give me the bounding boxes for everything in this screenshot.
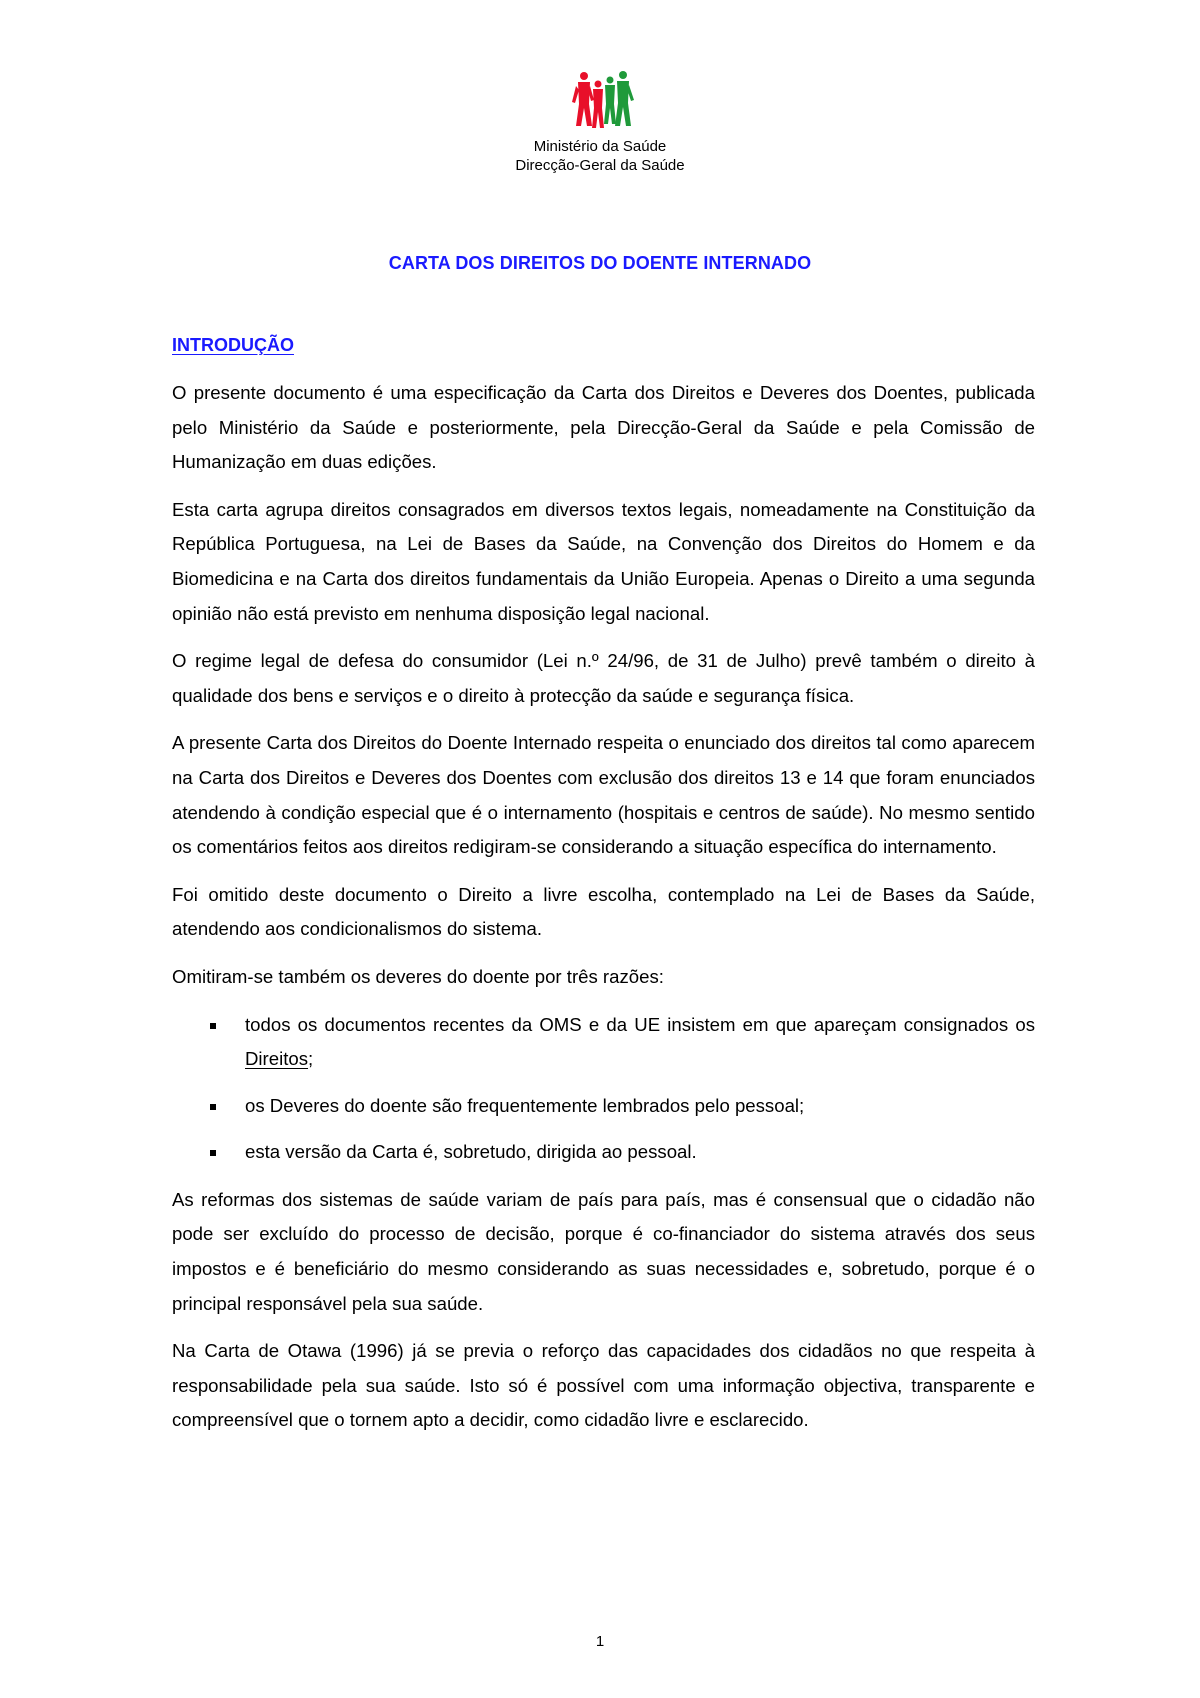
list-item [172,1135,1035,1170]
body-text [172,376,1035,1451]
list-item-text: todos os documentos recentes da OMS e da UE insistem em que apareçam consignados os [245,1013,1035,1035]
paragraph-1: O presente documento é uma especificação da Carta dos Direitos e Deveres dos Doentes, publicada pelo Ministério da Saúde e posteriormente, pela Direcção-Geral da Saúde e pela Comissão de Humanização em duas edições. [172,382,1035,473]
document-title: CARTA DOS DIREITOS DO DOENTE INTERNADO [388,253,812,273]
bullet-square-icon [210,1023,216,1029]
list-item-text: esta versão da Carta é, sobretudo, dirigida ao pessoal. [245,1141,697,1163]
paragraph-3: O regime legal de defesa do consumidor (Lei n.º 24/96, de 31 de Julho) prevê também o direito à qualidade dos bens e serviços e o direito à protecção da saúde e segurança física. [172,650,1035,706]
paragraph-4: A presente Carta dos Direitos do Doente Internado respeita o enunciado dos direitos tal como aparecem na Carta dos Direitos e Deveres dos Doentes com exclusão dos direitos 13 e 14 que foram enunciados atendendo à condição especial que é o internamento (hospitais e centros de saúde). No mesmo sentido os comentários feitos aos direitos redigiram-se considerando a situação específica do internamento. [172,732,1035,858]
paragraph-5: Foi omitido deste documento o Direito a livre escolha, contemplado na Lei de Bases da Saúde, atendendo aos condicionalismos do sistema. [172,883,1035,940]
directorate-name: Direcção-Geral da Saúde [515,157,685,174]
list-item [172,1089,1035,1124]
paragraph-2: Esta carta agrupa direitos consagrados em diversos textos legais, nomeadamente na Constituição da República Portuguesa, na Lei de Bases da Saúde, na Convenção dos Direitos do Homem e da Biomedicina e na Carta dos direitos fundamentais da União Europeia. Apenas o Direito a uma segunda opinião não está previsto em nenhuma disposição legal nacional. [172,498,1035,624]
reasons-list [172,1008,1035,1170]
list-item-text: os Deveres do doente são frequentemente lembrados pelo pessoal; [245,1094,805,1116]
paragraph-6: Omitiram-se também os deveres do doente por três razões: [172,965,664,987]
underlined-word-direitos: Direitos [245,1048,309,1070]
letterhead [0,137,1200,175]
bullet-square-icon [210,1150,216,1156]
logo-red-figures [572,72,604,128]
paragraph-8: Na Carta de Otawa (1996) já se previa o reforço das capacidades dos cidadãos no que respeita à responsabilidade pela sua saúde. Isto só é possível com uma informação objectiva, transparente e compreensível que o tornem apto a decidir, como cidadão livre e esclarecido. [172,1340,1035,1431]
bullet-square-icon [210,1104,216,1110]
ministry-name: Ministério da Saúde [533,138,667,155]
list-item-punctuation: ; [308,1048,314,1070]
section-heading-introducao: INTRODUÇÃO [172,335,294,355]
list-item [172,1008,1035,1077]
logo-green-figures [604,71,634,126]
paragraph-7: As reformas dos sistemas de saúde variam de país para país, mas é consensual que o cidadão não pode ser excluído do processo de decisão, porque é co-financiador do sistema através dos seus impostos e é beneficiário do mesmo considerando as suas necessidades e, sobretudo, porque é o principal responsável pela sua saúde. [172,1188,1035,1314]
page-number: 1 [595,1633,605,1650]
ministry-logo [572,70,634,140]
